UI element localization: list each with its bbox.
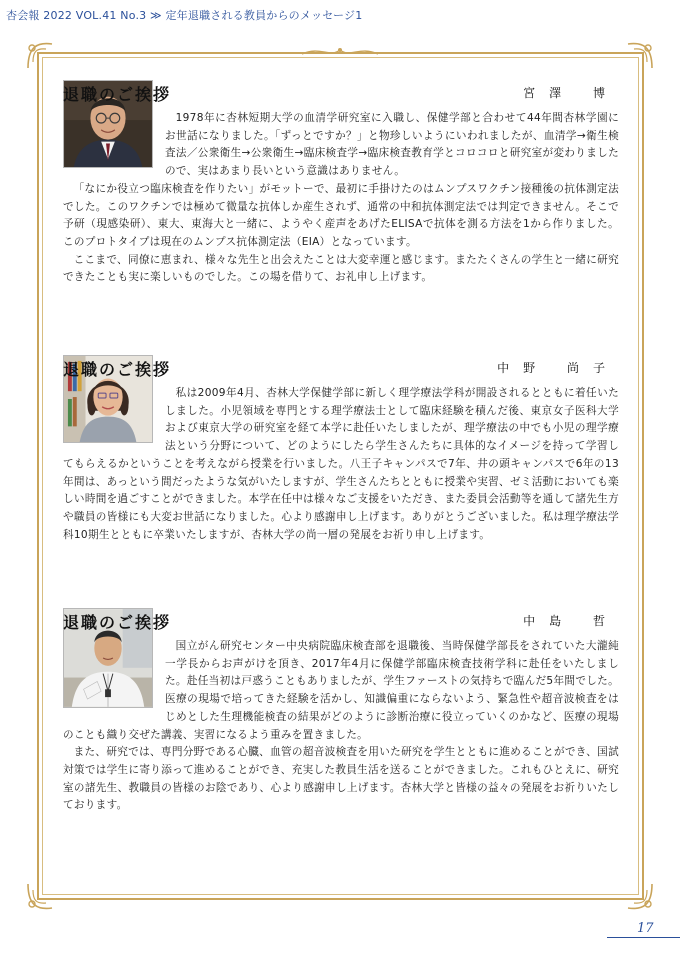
paragraph: また、研究では、専門分野である心臓、血管の超音波検査を用いた研究を学生とともに進めることができ、国試対策では学生に寄り添って進めることができ、充実した教員生活を送ることができました。これもひとえに、研究室の諸先生、教職員の皆様のお陰であり、心より感謝申し上げます。杏林大学と皆様の益々の発展をお祈りいたしております。 bbox=[63, 746, 619, 812]
running-header: 杏会報 2022 VOL.41 No.3 ≫ 定年退職される教員からのメッセージ1 bbox=[6, 9, 363, 22]
page-number-rule bbox=[607, 937, 680, 938]
section-heading bbox=[63, 80, 619, 106]
section-title: 退職のご挨拶 bbox=[63, 360, 172, 379]
corner-ornament-top-right bbox=[626, 40, 656, 70]
paragraph: 国立がん研究センター中央病院臨床検査部を退職後、当時保健学部長をされていた大瀧純一学長からお声がけを頂き、2017年4月に保健学部臨床検査技術学科に赴任をいたしました。赴任当初は戸惑うこともありましたが、学生ファーストの気持ちで臨んだ5年間でした。医療の現場で培ってきた経験を活かし、知識偏重にならないよう、緊急性や超音波検査をはじめとした生理機能検査の結果がどのように診断治療に役立っていくのかなど、医療の現場のことも織り交ぜた講義、実習になるよう重みを置きました。 bbox=[63, 640, 619, 741]
corner-ornament-top-left bbox=[24, 40, 54, 70]
author-name: 中島 哲 bbox=[523, 614, 619, 628]
corner-ornament-bottom-right bbox=[626, 882, 656, 912]
section-heading bbox=[63, 355, 619, 381]
message-section-2 bbox=[63, 355, 619, 544]
section-title: 退職のご挨拶 bbox=[63, 85, 172, 104]
section-heading bbox=[63, 608, 619, 634]
top-flourish-ornament bbox=[300, 46, 380, 58]
paragraph: 1978年に杏林短期大学の血清学研究室に入職し、保健学部と合わせて44年間杏林学園にお世話になりました。「ずっとですか？」と物珍しいようにいわれましたが、血清学→衛生検査法／公衆衛生→公衆衛生→臨床検査学→臨床検査教育学とコロコロと研究室が変わりましたので、実はあまり長いという意識はありません。 bbox=[165, 112, 619, 178]
paragraph: ここまで、同僚に恵まれ、様々な先生と出会えたことは大変幸運と感じます。またたくさんの学生と一緒に研究できたことも実に楽しいものでした。この場を借りて、お礼申し上げます。 bbox=[63, 253, 619, 284]
page-number: 17 bbox=[637, 921, 654, 936]
corner-ornament-bottom-left bbox=[24, 882, 54, 912]
author-name: 宮澤 博 bbox=[523, 86, 619, 100]
message-section-3 bbox=[63, 608, 619, 815]
author-name: 中野 尚子 bbox=[497, 361, 619, 375]
section-title: 退職のご挨拶 bbox=[63, 613, 172, 632]
paragraph: 「なにか役立つ臨床検査を作りたい」がモットーで、最初に手掛けたのはムンプスワクチン接種後の抗体測定法でした。このワクチンでは極めて微量な抗体しか産生されず、通常の中和抗体測定法では判定できません。そこで予研（現感染研）、東大、東海大と一緒に、ようやく産声をあげたELISAで抗体を測る方法を1から作りました。このプロトタイプは現在のムンプス抗体測定法（EIA）となっています。 bbox=[63, 182, 619, 248]
message-section-1 bbox=[63, 80, 619, 287]
paragraph: 私は2009年4月、杏林大学保健学部に新しく理学療法学科が開設されるとともに着任いたしました。小児領域を専門とする理学療法士として臨床経験を積んだ後、東京女子医科大学および東京大学の研究室を経て本学に赴任いたしましたが、理学療法の中でも小児の理学療法という分野について、どのようにしたら学生さんたちに具体的なイメージを持って学習してもらえるかということを考えながら授業を行いました。八王子キャンパスで7年、井の頭キャンパスで6年の13年間は、あっという間だったような気がいたしますが、学生さんたちとともに授業や実習、ゼミ活動においても楽しい時間を過ごすことができました。本学在任中は様々なご支援をいただき、また委員会活動等を通して諸先生方や職員の皆様にも大変お世話になりました。心より感謝申し上げます。ありがとうございました。私は理学療法学科10期生とともに卒業いたしますが、杏林大学の尚一層の発展をお祈り申し上げます。 bbox=[63, 387, 619, 541]
